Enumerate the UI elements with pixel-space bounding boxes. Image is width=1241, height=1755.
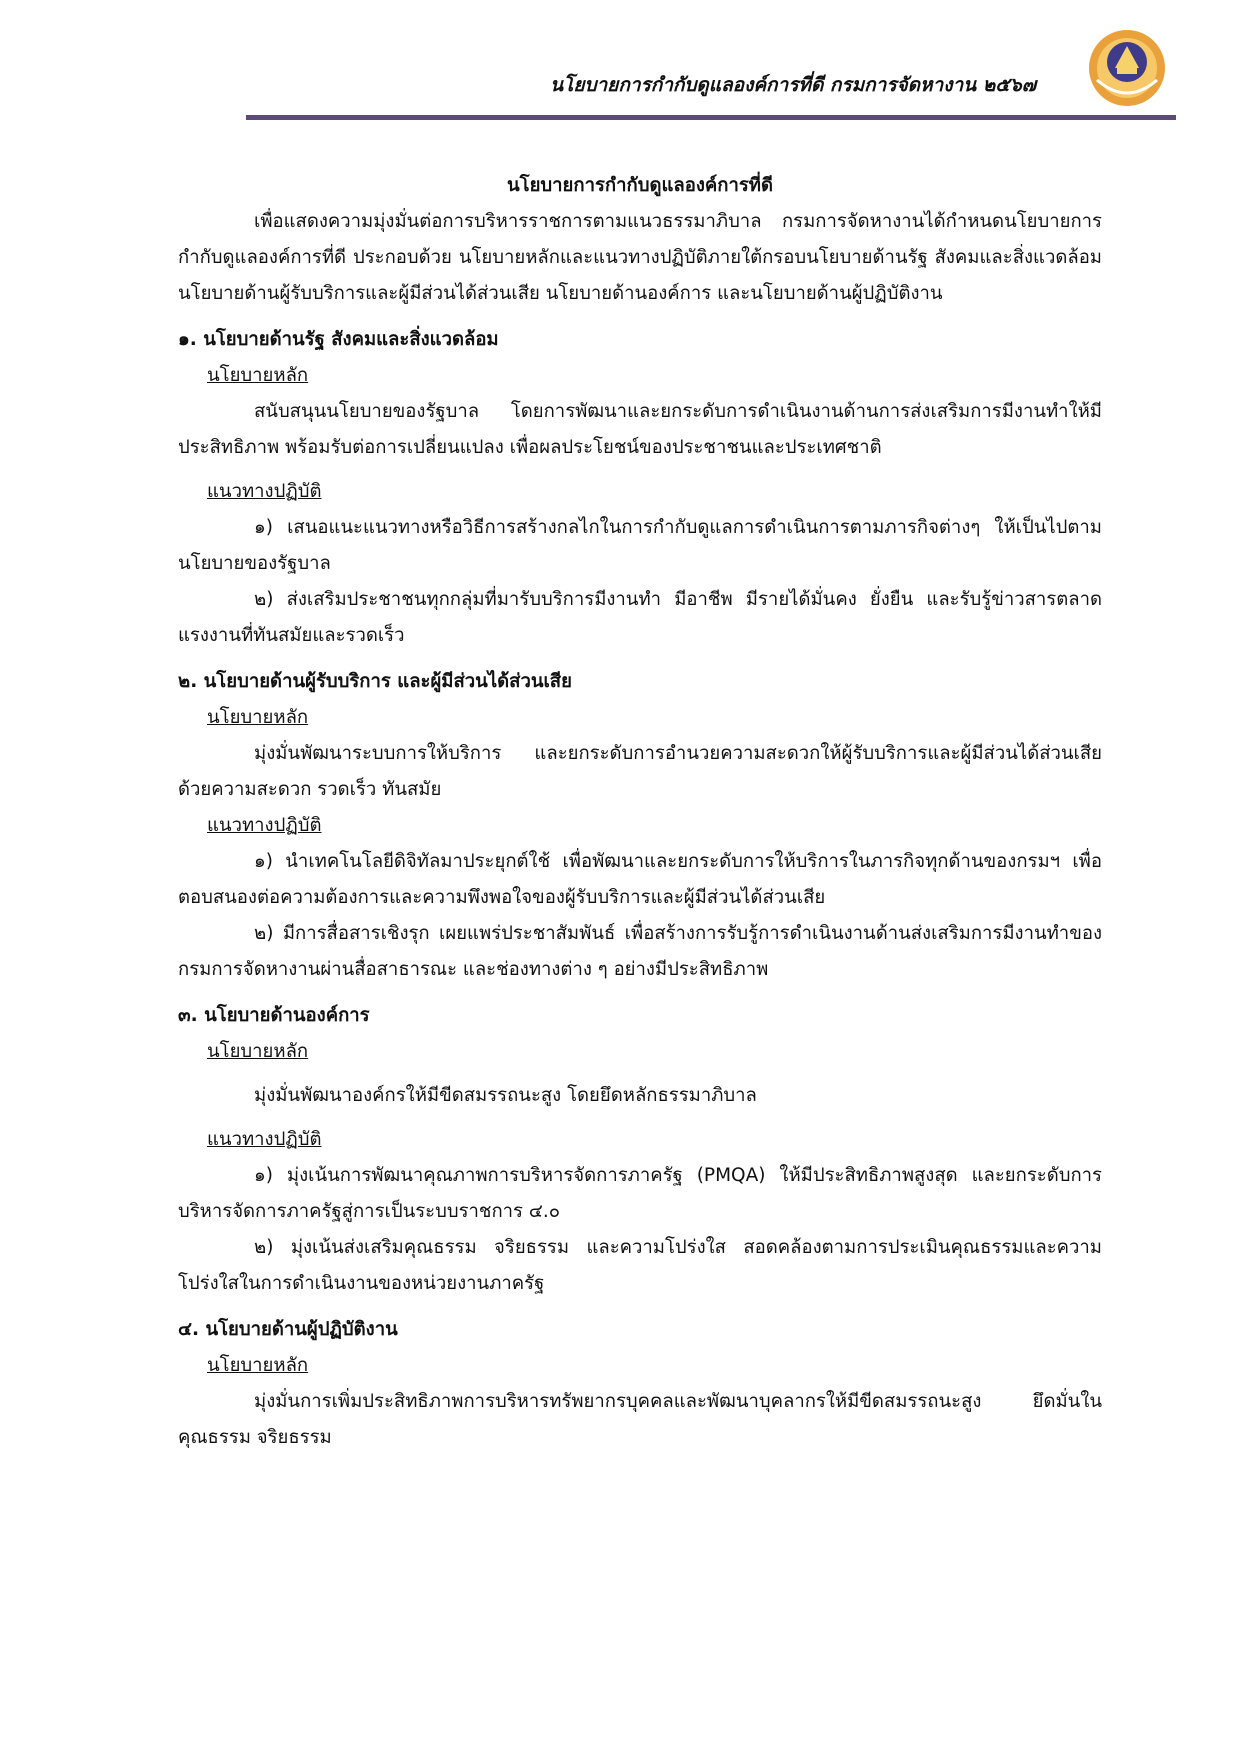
main-policy-text: มุ่งมั่นการเพิ่มประสิทธิภาพการบริหารทรัพยากรบุคคลและพัฒนาบุคลากรให้มีขีดสมรรถนะสูง ยึดมั่นในคุณธรรม จริยธรรม	[178, 1391, 1102, 1448]
practice-item: ๑) นำเทคโนโลยีดิจิทัลมาประยุกต์ใช้ เพื่อพัฒนาและยกระดับการให้บริการในภารกิจทุกด้านของกรมฯ เพื่อตอบสนองต่อความต้องการและความพึงพอใจของผู้รับบริการและผู้มีส่วนได้ส่วนเสีย	[178, 851, 1102, 908]
practice-item: ๑) เสนอแนะแนวทางหรือวิธีการสร้างกลไกในการกำกับดูแลการดำเนินการตามภารกิจต่างๆ ให้เป็นไปตามนโยบายของรัฐบาล	[178, 517, 1102, 574]
practice-label: แนวทางปฏิบัติ	[207, 815, 322, 836]
header-divider	[246, 115, 1176, 120]
section-heading: ๒. นโยบายด้านผู้รับบริการ และผู้มีส่วนได้ส่วนเสีย	[178, 671, 572, 692]
main-policy-text: สนับสนุนนโยบายของรัฐบาล โดยการพัฒนาและยกระดับการดำเนินงานด้านการส่งเสริมการมีงานทำให้มีประสิทธิภาพ พร้อมรับต่อการเปลี่ยนแปลง เพื่อผลประโยชน์ของประชาชนและประเทศชาติ	[178, 401, 1102, 458]
section-personnel	[178, 1312, 1102, 1456]
section-service-recipients-stakeholders	[178, 664, 1102, 988]
section-state-society-environment	[178, 322, 1102, 654]
section-organization	[178, 998, 1102, 1302]
section-heading: ๔. นโยบายด้านผู้ปฏิบัติงาน	[178, 1319, 398, 1340]
practice-item: ๒) มีการสื่อสารเชิงรุก เผยแพร่ประชาสัมพันธ์ เพื่อสร้างการรับรู้การดำเนินงานด้านส่งเสริมการมีงานทำของกรมการจัดหางานผ่านสื่อสาธารณะ และช่องทางต่าง ๆ อย่างมีประสิทธิภาพ	[178, 923, 1102, 980]
practice-item: ๒) ส่งเสริมประชาชนทุกกลุ่มที่มารับบริการมีงานทำ มีอาชีพ มีรายได้มั่นคง ยั่งยืน และรับรู้ข่าวสารตลาดแรงงานที่ทันสมัยและรวดเร็ว	[178, 589, 1102, 646]
main-policy-text: มุ่งมั่นพัฒนาระบบการให้บริการ และยกระดับการอำนวยความสะดวกให้ผู้รับบริการและผู้มีส่วนได้ส่วนเสีย ด้วยความสะดวก รวดเร็ว ทันสมัย	[178, 743, 1102, 800]
document-body	[178, 168, 1102, 1456]
header-title: นโยบายการกำกับดูแลองค์การที่ดี กรมการจัดหางาน ๒๕๖๗	[550, 74, 1036, 96]
practice-label: แนวทางปฏิบัติ	[207, 481, 322, 502]
section-heading: ๑. นโยบายด้านรัฐ สังคมและสิ่งแวดล้อม	[178, 329, 499, 350]
practice-item: ๒) มุ่งเน้นส่งเสริมคุณธรรม จริยธรรม และความโปร่งใส สอดคล้องตามการประเมินคุณธรรมและความโปร่งใสในการดำเนินงานของหน่วยงานภาครัฐ	[178, 1237, 1102, 1294]
main-policy-label: นโยบายหลัก	[207, 365, 309, 386]
department-logo-icon	[1087, 28, 1167, 108]
practice-label: แนวทางปฏิบัติ	[207, 1129, 322, 1150]
main-policy-label: นโยบายหลัก	[207, 707, 309, 728]
intro-paragraph: เพื่อแสดงความมุ่งมั่นต่อการบริหารราชการตามแนวธรรมาภิบาล กรมการจัดหางานได้กำหนดนโยบายการกำกับดูแลองค์การที่ดี ประกอบด้วย นโยบายหลักและแนวทางปฏิบัติภายใต้กรอบนโยบายด้านรัฐ สังคมและสิ่งแวดล้อม นโยบายด้านผู้รับบริการและผู้มีส่วนได้ส่วนเสีย นโยบายด้านองค์การ และนโยบายด้านผู้ปฏิบัติงาน	[178, 211, 1102, 304]
document-title: นโยบายการกำกับดูแลองค์การที่ดี	[507, 175, 773, 196]
section-heading: ๓. นโยบายด้านองค์การ	[178, 1005, 370, 1026]
main-policy-text: มุ่งมั่นพัฒนาองค์กรให้มีขีดสมรรถนะสูง โดยยึดหลักธรรมาภิบาล	[254, 1085, 757, 1106]
main-policy-label: นโยบายหลัก	[207, 1041, 309, 1062]
main-policy-label: นโยบายหลัก	[207, 1355, 309, 1376]
practice-item: ๑) มุ่งเน้นการพัฒนาคุณภาพการบริหารจัดการภาครัฐ (PMQA) ให้มีประสิทธิภาพสูงสุด และยกระดับการบริหารจัดการภาครัฐสู่การเป็นระบบราชการ ๔.๐	[178, 1165, 1102, 1222]
